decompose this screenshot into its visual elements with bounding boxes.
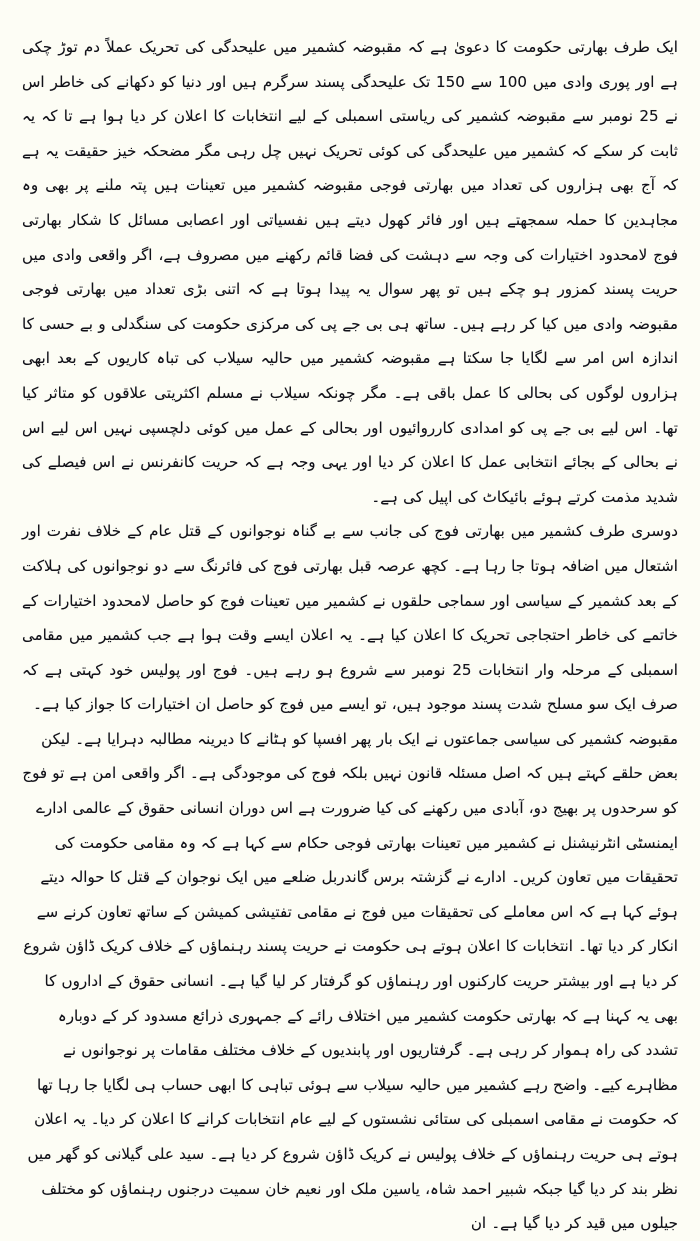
paragraph-1: ایک طرف بھارتی حکومت کا دعویٰ ہے کہ مقبوضہ کشمیر میں علیحدگی کی تحریک عملاً دم توڑ چکی ہے اور پوری وادی میں 100 سے 150 تک علیحدگی پسند سرگرم ہیں اور دنیا کو دکھانے کی خاطر اس نے 25 نومبر سے مقبوضہ کشمیر کی ریاستی اسمبلی کے لیے انتخابات کا اعلان کر دیا ہوا ہے تا کہ یہ ثابت کر سکے کہ کشمیر میں علیحدگی کی کوئی تحریک نہیں چل رہی مگر مضحکہ خیز حقیقت یہ ہے کہ آج بھی ہزاروں کی تعداد میں بھارتی فوجی مقبوضہ کشمیر میں تعینات ہیں پتہ ملنے پر بھی وہ مجاہدین کا حملہ سمجھتے ہیں اور فائر کھول دیتے ہیں نفسیاتی اور اعصابی مسائل کا شکار بھارتی فوج لامحدود اختیارات کی وجہ سے دہشت کی فضا قائم رکھنے میں مصروف ہے، اگر واقعی وادی میں حریت پسند کمزور ہو چکے ہیں تو پھر سوال یہ پیدا ہوتا ہے کہ اتنی بڑی تعداد میں بھارتی فوجی مقبوضہ وادی میں کیا کر رہے ہیں۔ ساتھ ہی بی جے پی کی مرکزی حکومت کی سنگدلی و بے حسی کا اندازہ اس امر سے لگایا جا سکتا ہے مقبوضہ کشمیر میں حالیہ سیلاب کی تباہ کاریوں کے بعد ابھی ہزاروں لوگوں کی بحالی کا عمل باقی ہے۔ مگر چونکہ سیلاب نے مسلم اکثریتی علاقوں کو متاثر کیا تھا۔ اس لیے بی جے پی کو امدادی کارروائیوں اور بحالی کے عمل میں کوئی دلچسپی نہیں اس لیے اس نے بحالی کے بجائے انتخابی عمل کا اعلان کر دیا اور یہی وجہ ہے کہ حریت کانفرنس نے اس فیصلے کی شدید مذمت کرتے ہوئے بائیکاٹ کی اپیل کی ہے۔ bbox=[22, 38, 678, 506]
paragraph-2: دوسری طرف کشمیر میں بھارتی فوج کی جانب سے بے گناہ نوجوانوں کے قتل عام کے خلاف نفرت اور اشتعال میں اضافہ ہوتا جا رہا ہے۔ کچھ عرصہ قبل بھارتی فوج کی فائرنگ سے دو نوجوانوں کی ہلاکت کے بعد کشمیر کے سیاسی اور سماجی حلقوں نے کشمیر میں تعینات فوج کو حاصل لامحدود اختیارات کے خاتمے کی خاطر احتجاجی تحریک کا اعلان کیا ہے۔ یہ اعلان ایسے وقت ہوا ہے جب کشمیر میں مقامی اسمبلی کے مرحلہ وار انتخابات 25 نومبر سے شروع ہو رہے ہیں۔ فوج اور پولیس خود کہتی ہے کہ صرف ایک سو مسلح شدت پسند موجود ہیں، تو ایسے میں فوج کو حاصل ان اختیارات کا جواز کیا ہے۔ bbox=[22, 522, 679, 714]
paragraph-3: مقبوضہ کشمیر کی سیاسی جماعتوں نے ایک بار پھر افسپا کو ہٹانے کا دیرینہ مطالبہ دہرایا ہے۔ لیکن بعض حلقے کہتے ہیں کہ اصل مسئلہ قانون نہیں بلکہ فوج کی موجودگی ہے۔ اگر واقعی امن ہے تو فوج کو سرحدوں پر بھیج دو، آبادی میں رکھنے کی کیا ضرورت ہے اس دوران انسانی حقوق کے عالمی ادارے ایمنسٹی انٹرنیشنل نے کشمیر میں تعینات بھارتی فوجی حکام سے کہا ہے کہ وہ مقامی حکومت کی تحقیقات میں تعاون کریں۔ ادارے نے گزشتہ برس گاندربل ضلعے میں ایک نوجوان کے قتل کا حوالہ دیتے ہوئے کہا ہے کہ اس معاملے کی تحقیقات میں فوج نے مقامی تفتیشی کمیشن کے ساتھ تعاون کرنے سے انکار کر دیا تھا۔ انتخابات کا اعلان ہوتے ہی حکومت نے حریت پسند رہنماؤں کے خلاف کریک ڈاؤن شروع کر دیا ہے اور بیشتر حریت کارکنوں اور رہنماؤں کو گرفتار کر لیا گیا ہے۔ انسانی حقوق کے اداروں کا بھی یہ کہنا ہے کہ بھارتی حکومت کشمیر میں اختلاف رائے کے جمہوری ذرائع مسدود کر کے دوبارہ تشدد کی راہ ہموار کر رہی ہے۔ گرفتاریوں اور پابندیوں کے خلاف مختلف مقامات پر نوجوانوں نے مظاہرے کیے۔ واضح رہے کشمیر میں حالیہ سیلاب سے ہوئی تباہی کا ابھی حساب ہی لگایا جا رہا تھا کہ حکومت نے مقامی اسمبلی کی ستائی نشستوں کے لیے عام انتخابات کرانے کا اعلان کر دیا۔ یہ اعلان ہوتے ہی حریت رہنماؤں کے خلاف پولیس نے کریک ڈاؤن شروع کر دیا ہے۔ سید علی گیلانی کو گھر میں نظر بند کر دیا گیا جبکہ شبیر احمد شاہ، یاسین ملک اور نعیم خان سمیت درجنوں رہنماؤں کو مختلف جیلوں میں قید کر دیا گیا ہے۔ ان bbox=[22, 729, 678, 1233]
article-body bbox=[22, 30, 678, 1241]
